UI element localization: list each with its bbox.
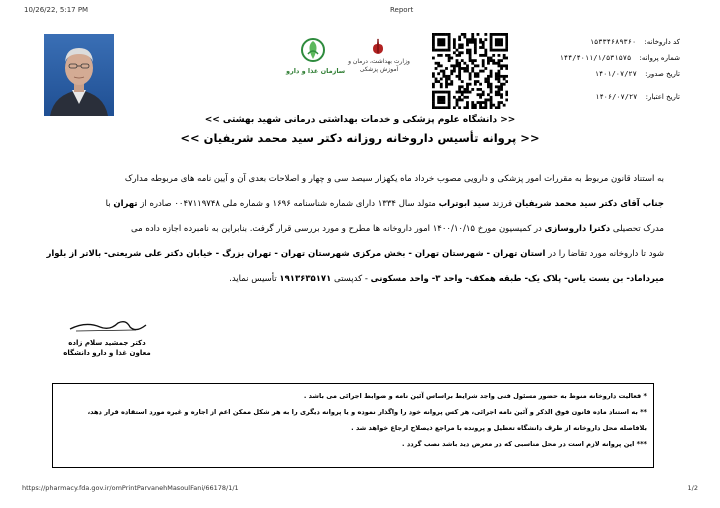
body-line-4 xyxy=(44,242,664,267)
ministry-logo-text: وزارت بهداشت، درمان و آموزش پزشکی xyxy=(348,58,410,73)
print-footer xyxy=(0,484,720,496)
note-item: *** این پروانه لازم است در محل مناسبی که در معرض دید باشد نصب گردد . xyxy=(402,440,647,448)
license-number: ۱۴۴/۴۰۱۱/۱/۵۳۱۵۷۵ xyxy=(559,54,632,62)
license-meta xyxy=(520,37,680,102)
body-text: تأسیس نماید. xyxy=(229,274,280,284)
body-text: در کمیسیون مورخ ۱۴۰۰/۱۰/۱۵ امور داروخانه ها مطرح و مورد بررسی قرار گرفت. بنابراین به نامبرده اجازه داده می xyxy=(131,224,545,234)
print-url: https://pharmacy.fda.gov.ir/omPrintParvanehMasoulFani/66178/1/1 xyxy=(22,484,239,492)
body-text: با xyxy=(105,199,114,209)
body-line-5 xyxy=(44,267,664,292)
license-number-label: شماره پروانه: xyxy=(639,54,680,62)
valid-until-row xyxy=(520,92,680,102)
postal-code: ۱۹۱۳۶۳۵۱۷۱ xyxy=(279,274,332,284)
issue-date-label: تاریخ صدور: xyxy=(645,70,680,78)
iran-emblem-icon xyxy=(368,36,388,56)
address-part-1: استان تهران - شهرستان تهران - بخش مرکزی شهرستان تهران - تهران بزرگ - خیابان دکتر علی شریعتی- بالاتر از بلوار xyxy=(46,249,546,259)
licensee-photo xyxy=(44,34,114,116)
license-body xyxy=(44,167,664,292)
note-item: ** به استناد ماده قانون فوق الذکر و آئین نامه اجرائی، هر کس پروانه خود را واگذار نموده و یا پروانه دیگری را به هر شکل ممکن اعم از اجاره و غیره مورد استفاده قرار دهد، xyxy=(87,408,647,416)
valid-until-label: تاریخ اعتبار: xyxy=(645,93,680,101)
qr-code-icon xyxy=(432,33,508,109)
body-text: شود تا داروخانه مورد تقاضا را در xyxy=(545,249,664,259)
print-header xyxy=(0,6,720,18)
note-item: * فعالیت داروخانه منوط به حضور مسئول فنی واجد شرایط براساس آئین نامه و ضوابط اجرائی می باشد . xyxy=(303,392,647,400)
body-line-2 xyxy=(44,192,664,217)
body-line-3 xyxy=(44,217,664,242)
body-text: - کدپستی xyxy=(331,274,371,284)
university-title: << دانشگاه علوم پزشکی و خدمات بهداشتی درمانی شهید بهشتی >> xyxy=(204,115,516,125)
address-part-2: میرداماد- بن بست یاس- پلاک یک- طبقه همکف- واحد ۳- واحد مسکونی xyxy=(370,274,664,284)
pharmacy-code: ۱۵۳۳۴۶۸۹۳۶۰ xyxy=(589,38,637,46)
signature-block xyxy=(52,338,162,358)
fda-logo-text: سازمان غذا و دارو xyxy=(286,67,346,75)
license-number-row xyxy=(520,53,680,63)
valid-until: ۱۴۰۶/۰۷/۲۷ xyxy=(595,93,638,101)
signer-title: معاون غذا و دارو دانشگاه xyxy=(63,349,151,357)
pharmacy-code-label: کد داروخانه: xyxy=(644,38,680,46)
fda-leaf-logo-icon xyxy=(300,36,326,64)
issue-date: ۱۴۰۱/۰۷/۲۷ xyxy=(594,70,637,78)
licensee-name: جناب آقای دکتر سید محمد شریفیان xyxy=(514,199,664,209)
print-page-number: 1/2 xyxy=(687,484,698,492)
print-timestamp: 10/26/22, 5:17 PM xyxy=(24,6,89,14)
signature-scribble-icon xyxy=(66,317,150,337)
signer-name: دکتر جمشید سلام زاده xyxy=(68,339,146,347)
body-text: متولد سال ۱۳۳۴ دارای شماره شناسنامه ۱۶۹۶ و شماره ملی ۰۰۴۷۱۱۹۷۴۸ صادره از xyxy=(137,199,439,209)
body-text: فرزند xyxy=(489,199,515,209)
print-page-title: Report xyxy=(390,6,414,14)
license-title: << پروانه تأسیس داروخانه روزانه دکتر سید محمد شریفیان >> xyxy=(180,131,540,145)
degree: دکترا داروسازی xyxy=(544,224,611,234)
pharmacy-code-row xyxy=(520,37,680,47)
father-name: سید ابوتراب xyxy=(438,199,490,209)
issued-city: تهران xyxy=(113,199,138,209)
notes-box xyxy=(52,383,654,468)
note-item: بلافاصله محل داروخانه از طرف دانشگاه تعطیل و پرونده با مراجع ذیصلاح ارجاع خواهد شد . xyxy=(351,424,647,432)
issue-date-row xyxy=(520,69,680,79)
body-line-1: به استناد قانون مربوط به مقررات امور پزشکی و دارویی مصوب خرداد ماه یکهزار سیصد سی و چهار و اصلاحات بعدی آن و آیین نامه های مربوطه مدارک xyxy=(124,174,664,184)
body-text: مدرک تحصیلی xyxy=(610,224,664,234)
